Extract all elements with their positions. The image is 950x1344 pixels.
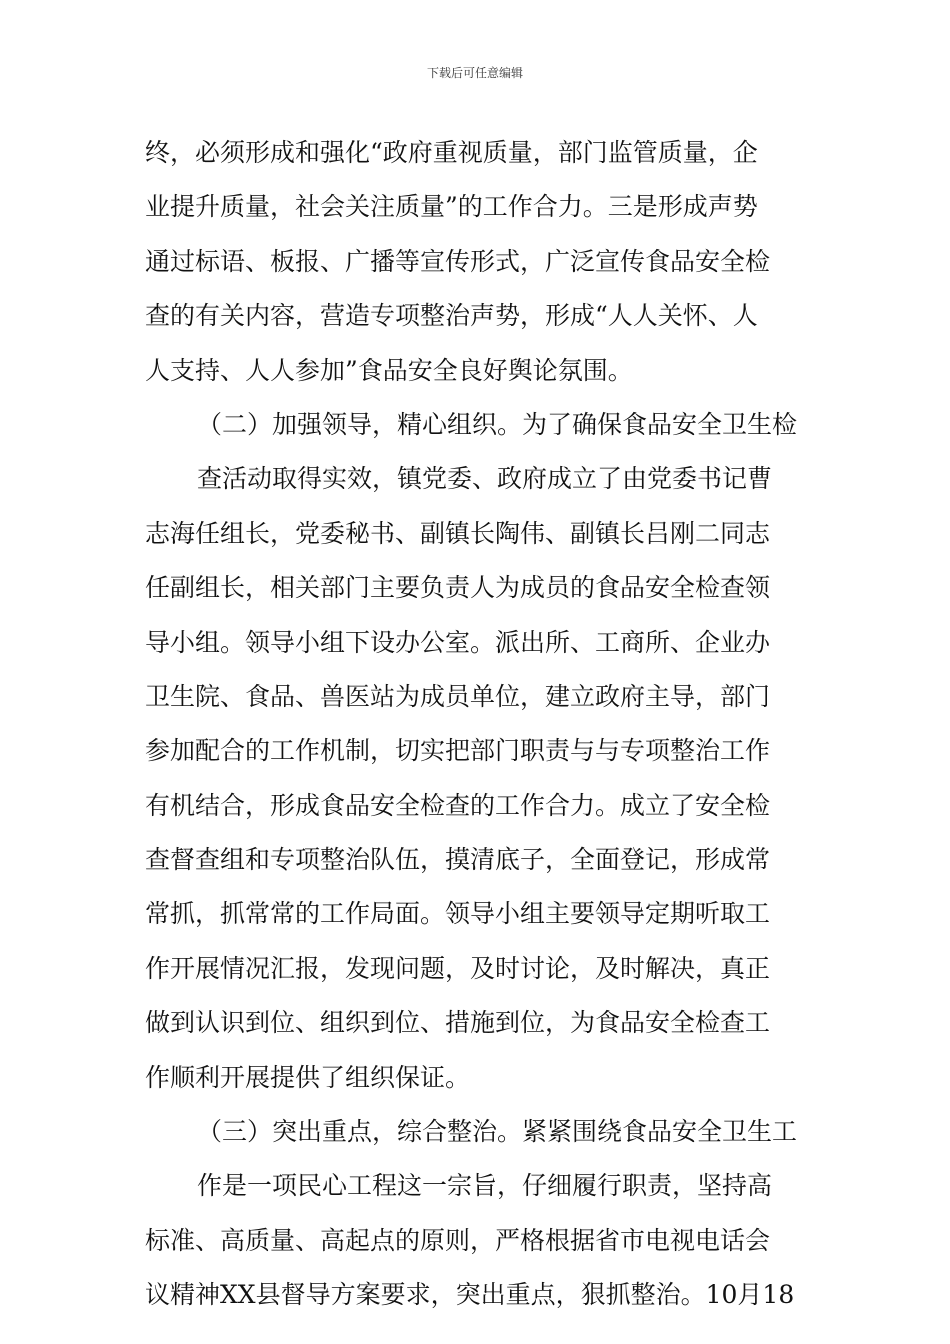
text-line: 导小组。领导小组下设办公室。派出所、工商所、企业办 [145,627,771,657]
text-line: 卫生院、食品、兽医站为成员单位，建立政府主导，部门 [145,681,771,711]
text-line: 标准、高质量、高起点的原则，严格根据省市电视电话会 [145,1225,771,1255]
text-line: 参加配合的工作机制，切实把部门职责与与专项整治工作 [145,736,771,766]
section-heading-line: （三）突出重点，综合整治。紧紧围绕食品安全卫生工 [197,1117,798,1147]
text-line: 作顺利开展提供了组织保证。 [145,1062,471,1092]
text-line: 人支持、人人参加”食品安全良好舆论氛围。 [145,355,633,385]
text-line: 做到认识到位、组织到位、措施到位，为食品安全检查工 [145,1008,771,1038]
text-line: 查活动取得实效，镇党委、政府成立了由党委书记曹 [197,464,773,494]
text-line: 作开展情况汇报，发现问题，及时讨论，及时解决，真正 [145,953,771,983]
document-body [145,126,810,1323]
text-line: 查的有关内容，营造专项整治声势，形成“人人关怀、人 [145,301,758,331]
section-heading-line: （二）加强领导，精心组织。为了确保食品安全卫生检 [197,409,798,439]
text-line: 有机结合，形成食品安全检查的工作合力。成立了安全检 [145,790,771,820]
text-line: 终，必须形成和强化“政府重视质量，部门监管质量，企 [145,138,758,167]
text-line: 通过标语、板报、广播等宣传形式，广泛宣传食品安全检 [145,246,771,276]
text-line: 常抓，抓常常的工作局面。领导小组主要领导定期听取工 [145,899,771,929]
text-line: 志海任组长，党委秘书、副镇长陶伟、副镇长吕刚二同志 [145,518,771,548]
text-line: 议精神XX县督导方案要求，突出重点，狠抓整治。10月18 [145,1280,795,1310]
text-line: 查督查组和专项整治队伍，摸清底子，全面登记，形成常 [145,845,771,875]
page-header: 下载后可任意编辑 [426,66,523,80]
text-line: 业提升质量，社会关注质量”的工作合力。三是形成声势 [145,192,758,222]
text-line: 任副组长，相关部门主要负责人为成员的食品安全检查领 [145,573,771,603]
text-line: 作是一项民心工程这一宗旨，仔细履行职责，坚持高 [197,1171,773,1201]
